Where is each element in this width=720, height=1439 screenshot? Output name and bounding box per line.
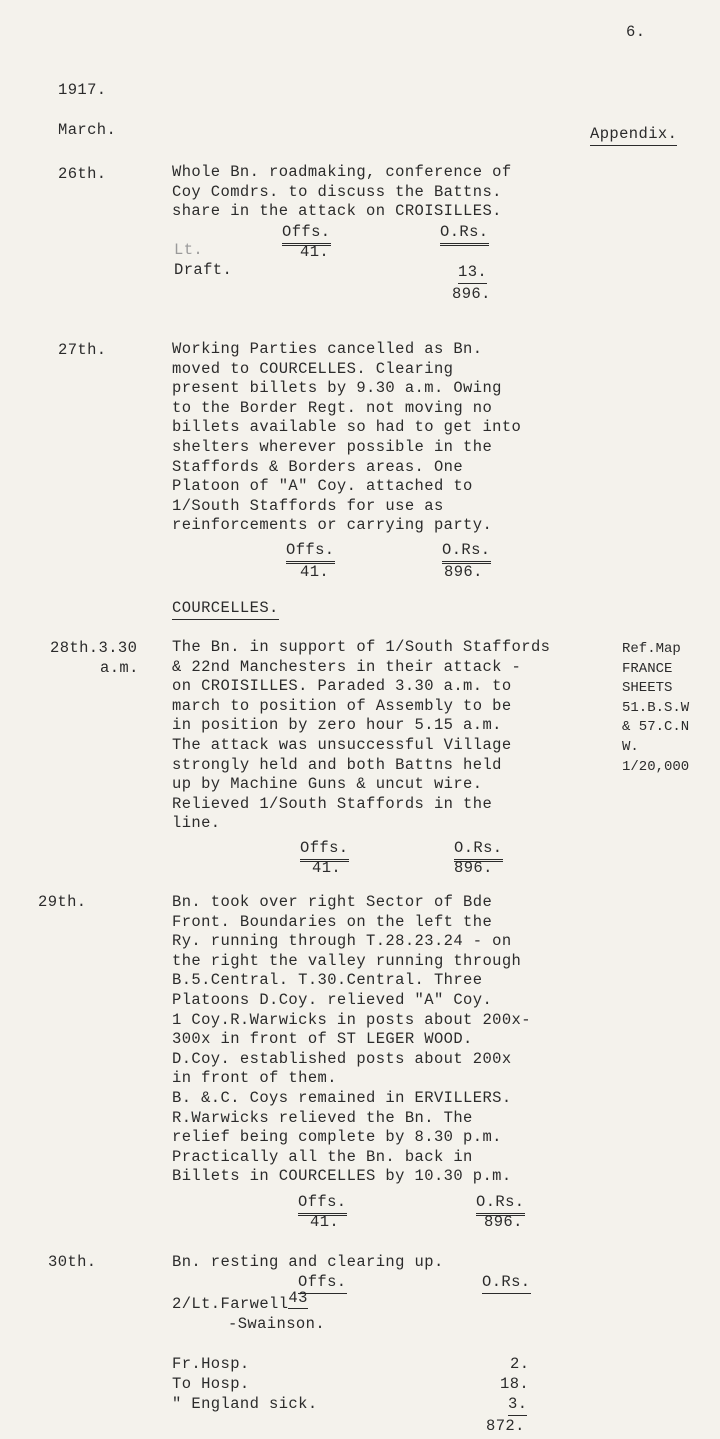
ors-label: O.Rs. bbox=[454, 838, 503, 862]
entry-text: The Bn. in support of 1/South Staffords & 22nd Manchesters in their attack - on CROISILLES. Paraded 3.30 a.m. to march to position of Assembly to be in position by zero hour 5.15 a.m. The attack was unsuccessful Village strongly held and both Battns held up by Machine Guns & uncut wire. Relieved 1/South Staffords in the line. bbox=[172, 638, 551, 833]
entry-time-sub: a.m. bbox=[100, 659, 139, 677]
ors-label: O.Rs. bbox=[440, 222, 489, 246]
ors-total: 872. bbox=[486, 1417, 525, 1435]
location-heading: COURCELLES. bbox=[172, 598, 279, 620]
offs-label: Offs. bbox=[282, 222, 331, 246]
appendix-heading: Appendix. bbox=[590, 124, 677, 146]
entry-date: 27th. bbox=[58, 341, 107, 359]
ors-value: 896. bbox=[484, 1213, 523, 1231]
entry-date: 30th. bbox=[48, 1253, 97, 1271]
officer-name: 2/Lt.Farwell43 bbox=[172, 1289, 308, 1313]
offs-label: Offs. bbox=[298, 1192, 347, 1216]
item-value: 18. bbox=[500, 1375, 530, 1393]
entry-date: 26th. bbox=[58, 165, 107, 183]
item-label: Fr.Hosp. bbox=[172, 1355, 250, 1373]
offs-value: 41. bbox=[312, 859, 342, 877]
officer-name-2: -Swainson. bbox=[228, 1315, 326, 1333]
ors-value: 896. bbox=[444, 563, 483, 581]
year-heading: 1917. bbox=[58, 81, 107, 99]
draft-faint-text: Lt. bbox=[174, 241, 204, 259]
ors-label: O.Rs. bbox=[476, 1192, 525, 1216]
entry-date: 28th.3.30 bbox=[50, 639, 138, 657]
item-value: 3. bbox=[508, 1394, 527, 1416]
item-value: 2. bbox=[510, 1355, 530, 1373]
item-label: To Hosp. bbox=[172, 1375, 250, 1393]
page-number: 6. bbox=[626, 23, 646, 41]
offs-value: 43 bbox=[288, 1289, 308, 1307]
entry-text: Whole Bn. roadmaking, conference of Coy Comdrs. to discuss the Battns. share in the attack on CROISILLES. bbox=[172, 163, 512, 221]
ors-total: 896. bbox=[452, 285, 491, 303]
offs-value: 41. bbox=[300, 243, 330, 261]
entry-date: 29th. bbox=[38, 893, 87, 911]
draft-value: 13. bbox=[458, 262, 487, 284]
ors-label: O.Rs. bbox=[442, 540, 491, 564]
ors-value: 896. bbox=[454, 859, 493, 877]
offs-value: 41. bbox=[310, 1213, 340, 1231]
entry-text: Bn. took over right Sector of Bde Front. Boundaries on the left the Ry. running through T.28.23.24 - on the right the valley running through B.5.Central. T.30.Central. Three Platoons D.Coy. relieved "A" Coy. 1 Coy.R.Warwicks in posts about 200x- 300x in front of ST LEGER WOOD. D.Coy. established posts about 200x in front of them. B. &.C. Coys remained in ERVILLERS. R.Warwicks relieved the Bn. The relief being complete by 8.30 p.m. Practically all the Bn. back in Billets in COURCELLES by 10.30 p.m. bbox=[172, 893, 531, 1186]
month-heading: March. bbox=[58, 121, 117, 139]
entry-text: Working Parties cancelled as Bn. moved to COURCELLES. Clearing present billets by 9.30 a.m. Owing to the Border Regt. not moving no billets available so had to get into shelters wherever possible in the Staffords & Borders areas. One Platoon of "A" Coy. attached to 1/South Staffords for use as reinforcements or carrying party. bbox=[172, 340, 522, 535]
item-label: " England sick. bbox=[172, 1395, 318, 1413]
map-reference: Ref.Map FRANCE SHEETS 51.B.S.W & 57.C.N W. 1/20,000 bbox=[622, 641, 690, 775]
offs-label: Offs. bbox=[300, 838, 349, 862]
entry-text: Bn. resting and clearing up. bbox=[172, 1253, 444, 1271]
offs-label: Offs. bbox=[286, 540, 335, 564]
offs-label: Offs. bbox=[298, 1272, 347, 1294]
offs-value: 41. bbox=[300, 563, 330, 581]
draft-label: Draft. bbox=[174, 261, 233, 279]
ors-label: O.Rs. bbox=[482, 1272, 531, 1294]
